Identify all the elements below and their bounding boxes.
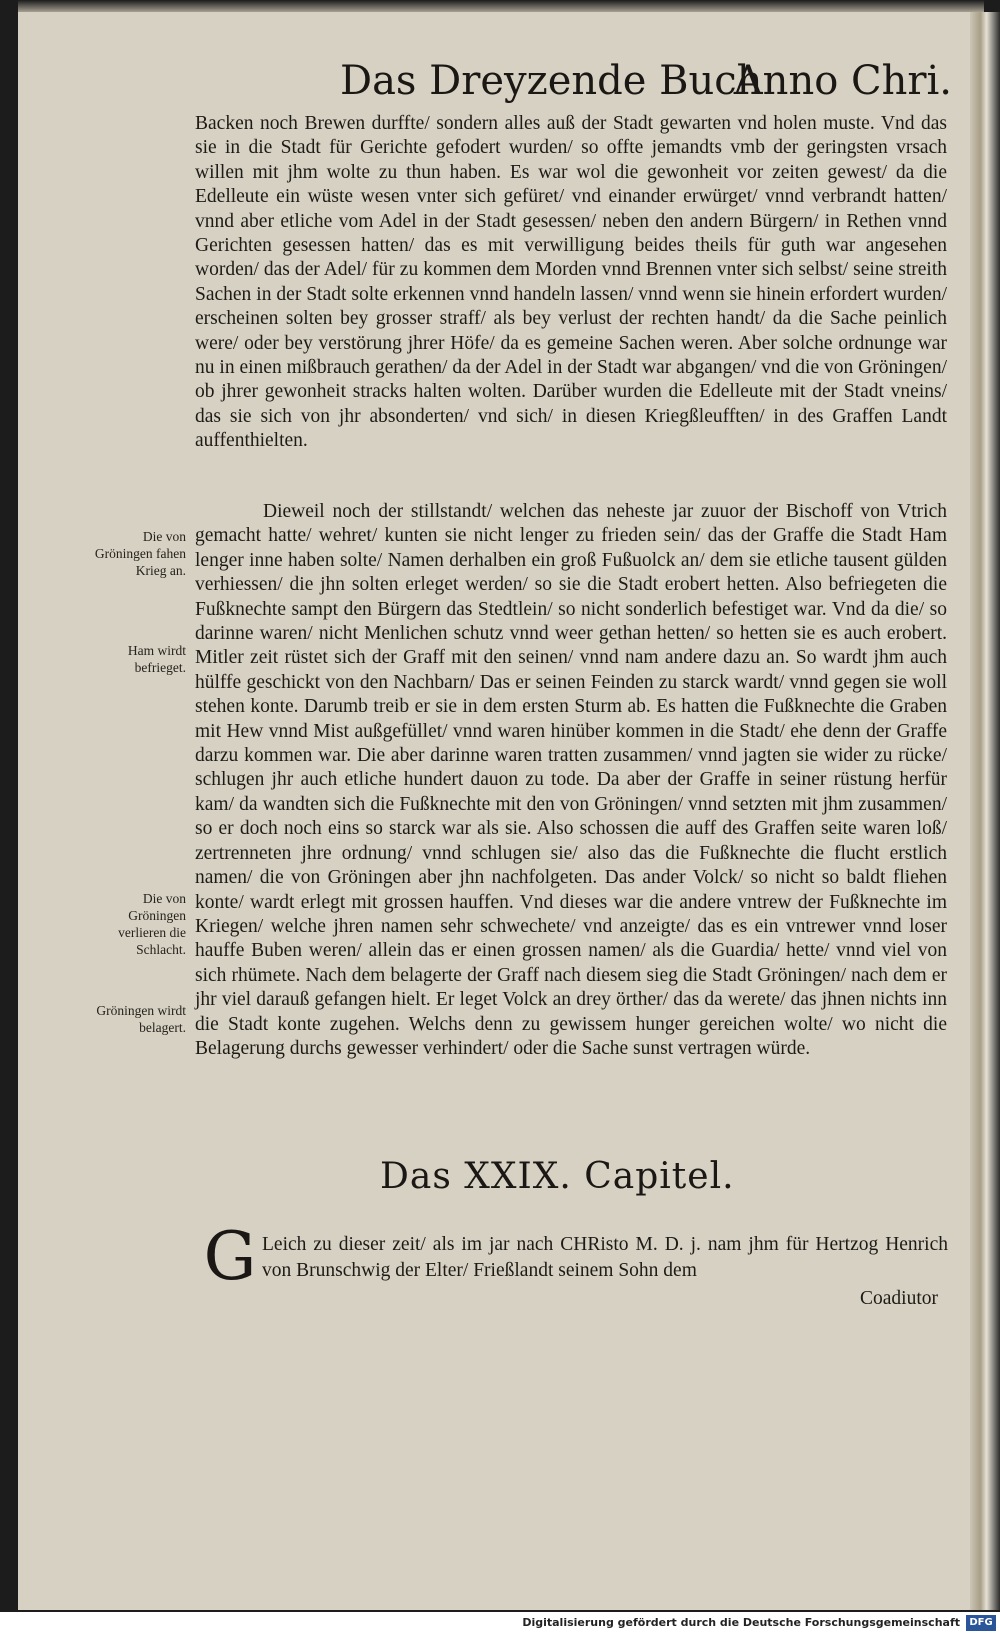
catchword: Coadiutor bbox=[860, 1288, 938, 1309]
funding-note: Digitalisierung gefördert durch die Deutsche Forschungsgemeinschaft bbox=[522, 1616, 960, 1629]
dfg-logo: DFG bbox=[966, 1615, 996, 1631]
footer-bar bbox=[0, 1612, 1000, 1636]
paragraph-1: Backen noch Brewen durffte/ sondern alles auß der Stadt gewarten vnd holen muste. Vnd das sie in die Stadt für Gerichte gefodert wurden/ so offte jemandts vmb der geringsten vrsach willen mit jhm wolte zu thun haben. Es war wol die gewonheit vor zeiten gewest/ da die Edelleute ein wüste wesen vnter sich gefüret/ vnd einander erwürget/ vnnd verbrandt hatten/ vnnd aber etliche vom Adel in der Stadt gesessen/ neben den andern Bürgern/ in Rethen vnnd Gerichten gesessen hatten/ das es mit verwilligung beides theils für guth war angesehen worden/ das der Adel/ für zu kommen dem Morden vnnd Brennen vnter sich selbst/ seine streith Sachen in der Stadt solte erkennen vnnd handeln lassen/ vnnd wenn sie hinein erfordert wurden/ erscheinen solten bey grosser straff/ als bey verlust der rechten handt/ da die Sache peinlich were/ oder bey verstörung jhrer Höfe/ da es gemeine Sachen weren. Aber solche ordnunge war nu in einen mißbrauch gerathen/ da der Adel in der Stadt war abgangen/ vnd die von Gröningen/ ob jhrer gewonheit stracks halten wolten. Darüber wurden die Edelleute mit der Stadt vneins/ das sie sich von jhr absonderten/ vnd sich/ in diesen Kriegßleufften/ in des Graffen Landt auffenthielten. bbox=[195, 113, 947, 452]
marginal-note-2: Ham wirdt befrieget. bbox=[127, 643, 186, 675]
page-fore-edge bbox=[970, 12, 1000, 1610]
paragraph-2: Dieweil noch der stillstandt/ welchen das neheste jar zuuor der Bischoff von Vtrich gemacht hatte/ wehret/ kunten sie nicht lenger zu frieden sein/ das der Graffe die Stadt Ham lenger inne haben solte/ Namen derhalben ein groß Fußuolck an/ dem sie etliche tausent gülden verhiessen/ die jhn solten erleget werden/ so sie die Stadt erobert hetten. Also befriegeten die Fußknechte sampt den Bürgern das Stedtlein/ so nicht sonderlich befestiget war. Vnd da die/ so darinne waren/ nicht Menlichen schutz vnnd weer gethan hetten/ so hetten sie es auch erobert. Mitler zeit rüstet sich der Graff mit den seinen/ vnnd nam andere dazu an. So wardt jhm auch hülffe geschickt von den Nachbarn/ Das er seinen Feinden zu starck wardt/ vnnd gegen sie woll stehen konte. Darumb treib er sie in dem ersten Sturm ab. Es hatten die Fußknechte die Graben mit Hew vnnd Mist außgefüllet/ vnnd waren hinüber kommen in die Stadt/ ehe denn der Graffe darzu kommen war. Die aber darinne waren tratten zusammen/ vnnd jagten sie wider zu rücke/ schlugen jhr auch etliche hundert dauon zu tode. Da aber der Graffe in seiner rüstung herfür kam/ da wandten sich die Fußknechte mit den von Gröningen/ vnnd setzten mit jhm zusammen/ so er doch noch eins so starck war als sie. Also schossen die auff des Graffen seite waren loß/ zertrenneten jhre ordnung/ vnnd schlugen sie/ also das die Fußknechte die flucht erstlich namen/ die von Gröningen aber jhn nachfolgeten. Das ander Volck/ so nicht so baldt fliehen konte/ wardt erlegt mit grossen hauffen. Vnd dieses war die andere vntrew der Fußknechte im Kriegen/ welche jhren namen sehr schwechete/ vnd anzeigte/ das es ein vntrewer vnnd loser hauffe Buben weren/ allein das er einen grossen namen/ als die Guardia/ hette/ vnnd viel von sich rhümete. Nach dem belagerte der Graff nach diesem sieg die Stadt Gröningen/ nach dem er jhr viel darauß gefangen hielt. Er leget Volck an drey örther/ das da werete/ das jhnen nichts inn die Stadt konte zugehen. Welchs denn zu gewissem hunger gereichen wolte/ wo nicht die Belagerung durchs gewesser verhindert/ oder die Sache sunst vertragen würde. bbox=[195, 501, 947, 1059]
marginal-note-3: Die von Gröningen verlieren die Schlacht. bbox=[118, 891, 186, 957]
running-header bbox=[340, 58, 952, 114]
book-title: Das Dreyzende Buch bbox=[340, 58, 763, 104]
chapter-opening-text: Leich zu dieser zeit/ als im jar nach CHRisto M. D. j. nam jhm für Hertzog Henrich von Brunschwig der Elter/ Frießlandt seinem Sohn dem bbox=[262, 1234, 948, 1281]
marginal-note-4: Gröningen wirdt belagert. bbox=[96, 1003, 186, 1035]
drop-cap-initial: G bbox=[203, 1218, 257, 1295]
year-label: Anno Chri. bbox=[733, 58, 952, 104]
chapter-title: Das XXIX. Capitel. bbox=[380, 1156, 735, 1197]
marginal-note-1: Die von Gröningen fahen Krieg an. bbox=[94, 529, 186, 578]
